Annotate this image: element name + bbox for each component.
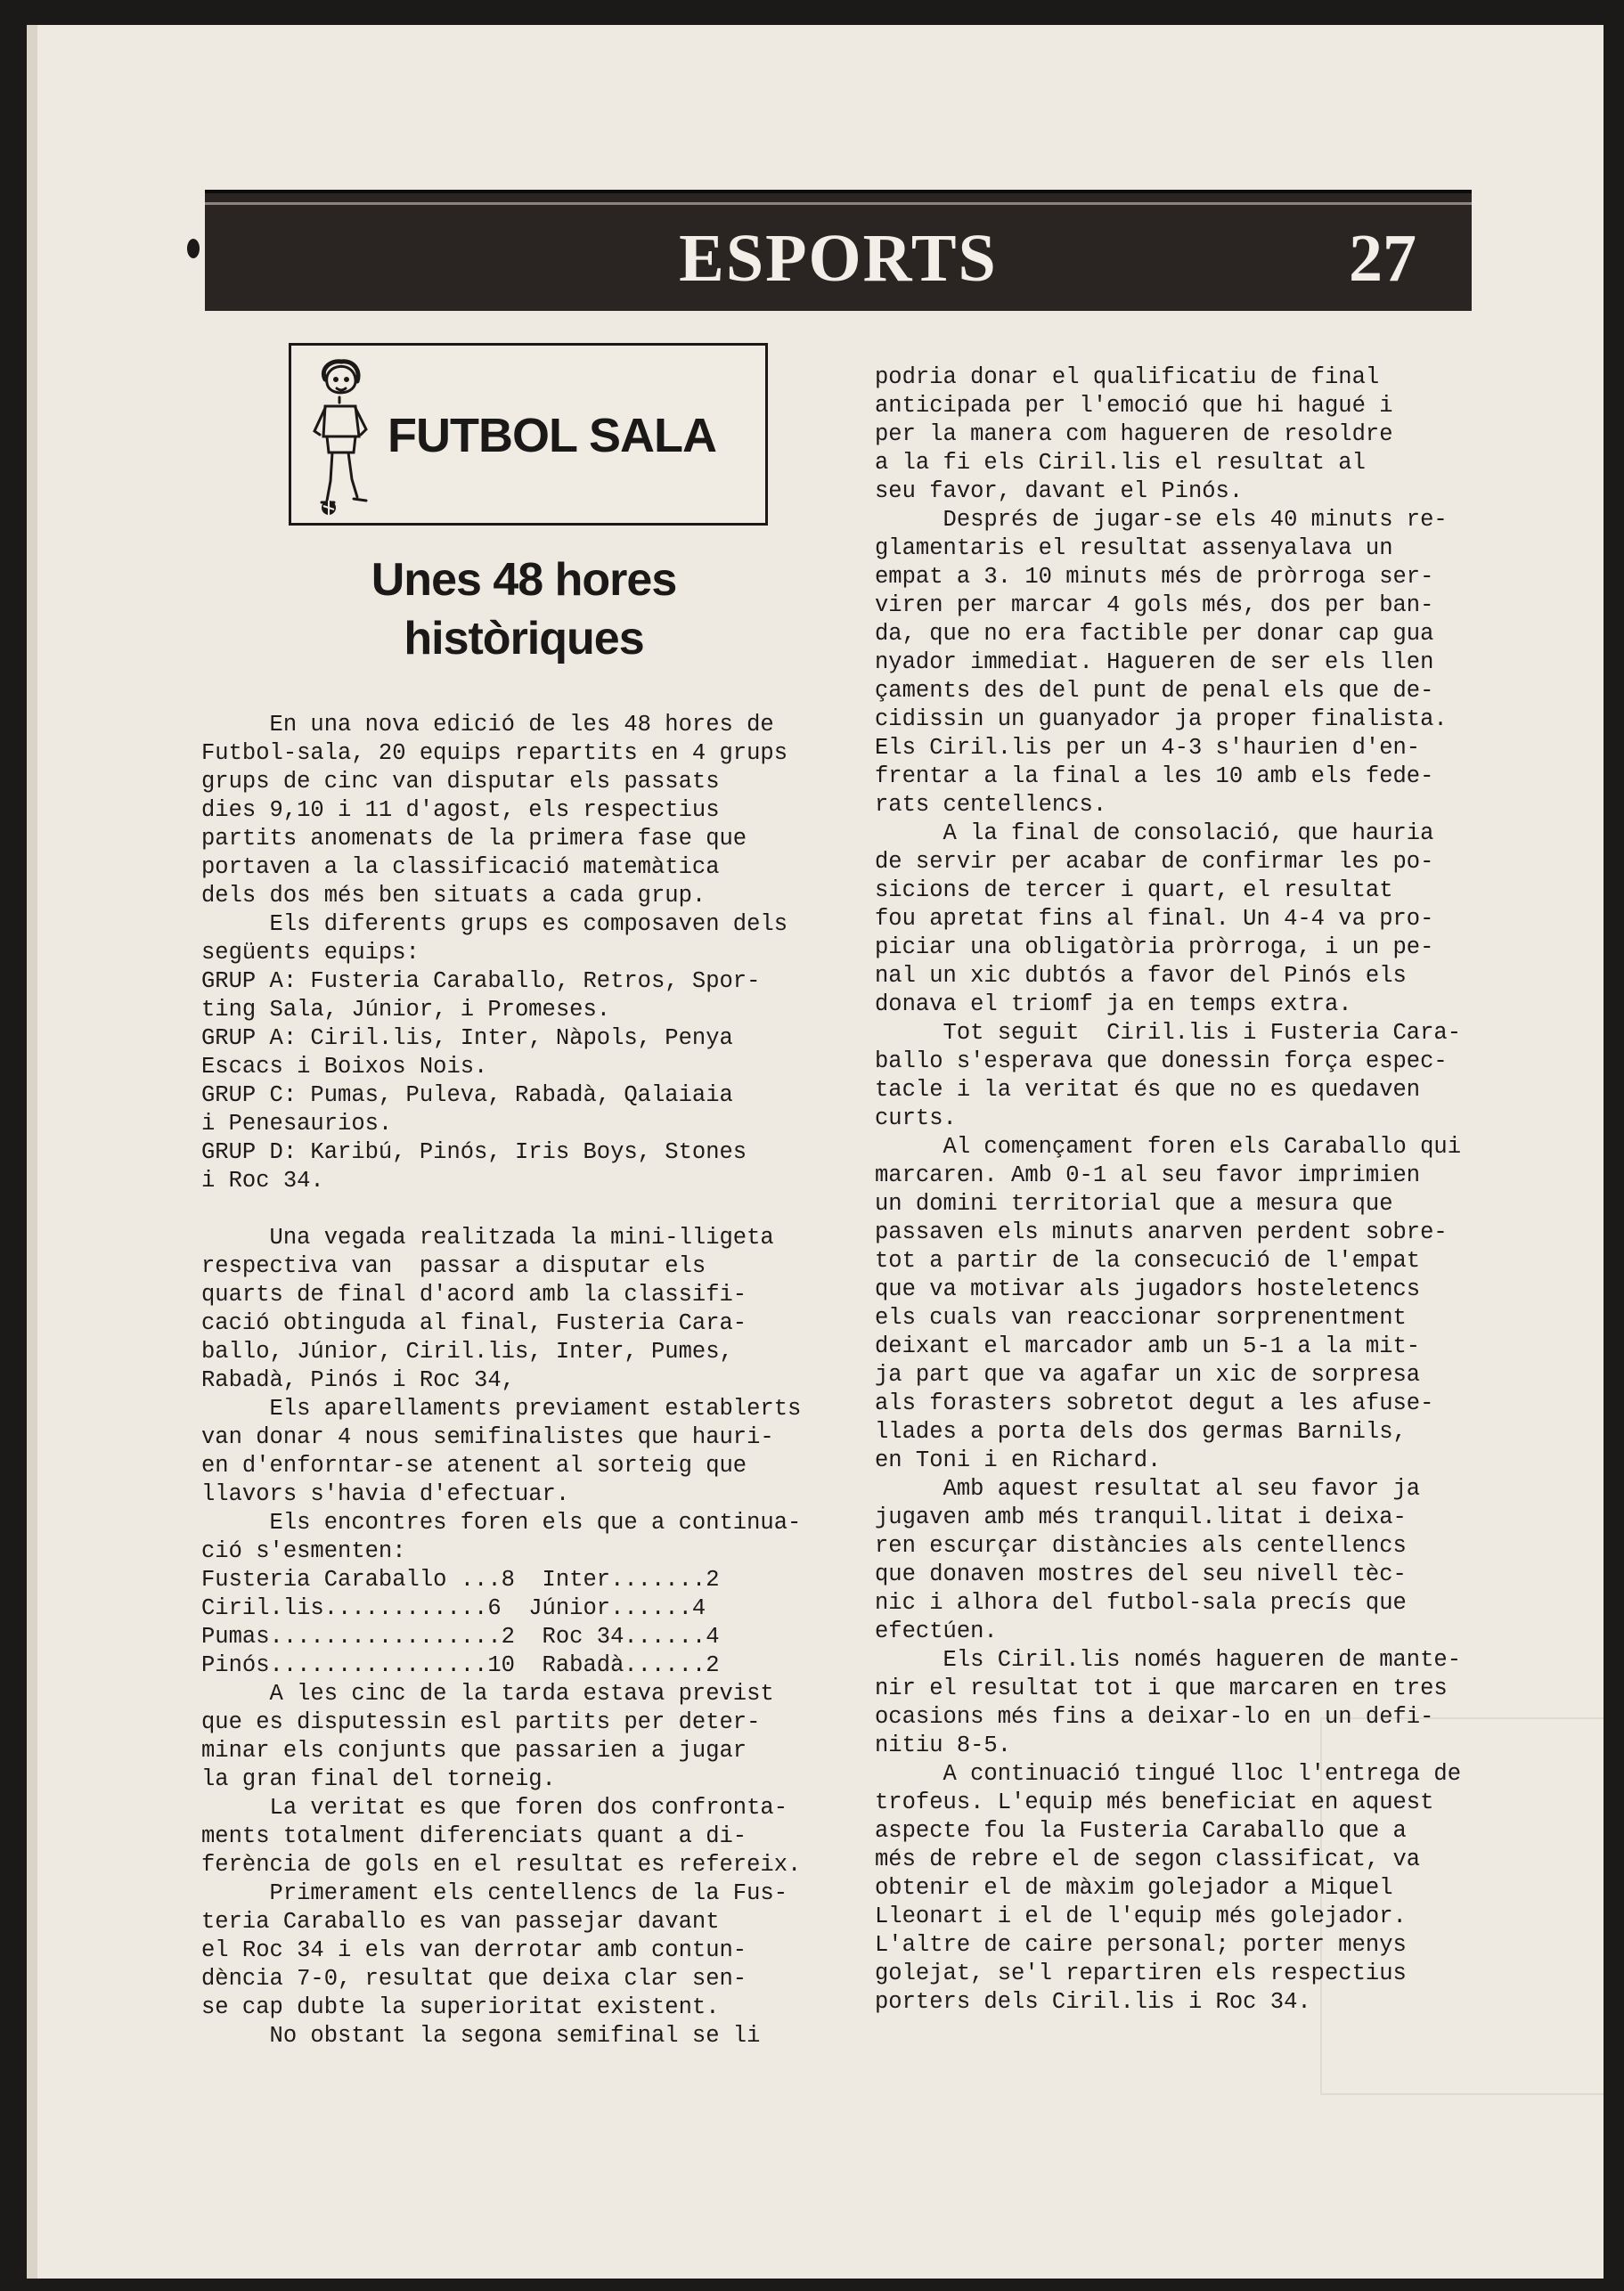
text-line: ocasions més fins a deixar-lo en un defi-: [875, 1704, 1434, 1730]
magazine-page: [27, 25, 1604, 2279]
section-title: ESPORTS: [679, 221, 998, 296]
text-line: en Toni i en Richard.: [875, 1447, 1162, 1473]
text-line: següents equips:: [201, 940, 420, 966]
text-line: trofeus. L'equip més beneficiat en aquest: [875, 1790, 1434, 1815]
text-line: nyador immediat. Hagueren de ser els llen: [875, 649, 1434, 675]
text-line: nic i alhora del futbol-sala precís que: [875, 1590, 1407, 1616]
text-line: da, que no era factible per donar cap gua: [875, 621, 1434, 647]
text-line: A continuació tingué lloc l'entrega de: [875, 1761, 1462, 1787]
article-left-column: [201, 711, 843, 2050]
text-line: teria Caraballo es van passejar davant: [201, 1909, 720, 1935]
text-line: i Roc 34.: [201, 1168, 324, 1194]
text-line: ballo s'esperava que donessin força espec-: [875, 1048, 1448, 1074]
text-line: Una vegada realitzada la mini-lligeta: [201, 1225, 774, 1251]
section-label: FUTBOL SALA: [388, 409, 716, 462]
article-headline: [212, 550, 836, 668]
text-line: GRUP D: Karibú, Pinós, Iris Boys, Stones: [201, 1139, 747, 1165]
text-line: passaven els minuts anarven perdent sobre-: [875, 1219, 1448, 1245]
text-line: ja part que va agafar un xic de sorpresa: [875, 1362, 1421, 1388]
footballer-icon: [307, 356, 373, 517]
text-line: Els aparellaments previament establerts: [201, 1396, 802, 1422]
text-line: Escacs i Boixos Nois.: [201, 1054, 488, 1080]
text-line: nitiu 8-5.: [875, 1733, 1012, 1758]
text-line: GRUP C: Pumas, Puleva, Rabadà, Qalaiaia: [201, 1082, 733, 1108]
text-line: fou apretat fins al final. Un 4-4 va pro-: [875, 906, 1434, 932]
text-line: Després de jugar-se els 40 minuts re-: [875, 507, 1448, 533]
text-line: un domini territorial que a mesura que: [875, 1191, 1393, 1217]
text-line: podria donar el qualificatiu de final: [875, 364, 1380, 390]
text-line: obtenir el de màxim golejador a Miquel: [875, 1875, 1393, 1901]
text-line: A les cinc de la tarda estava previst: [201, 1681, 774, 1707]
text-line: deixant el marcador amb un 5-1 a la mit-: [875, 1333, 1421, 1359]
text-line: GRUP A: Fusteria Caraballo, Retros, Spor-: [201, 968, 761, 994]
text-line: els cuals van reaccionar sorprenentment: [875, 1305, 1407, 1331]
text-line: quarts de final d'acord amb la classifi-: [201, 1282, 747, 1308]
text-line: Fusteria Caraballo ...8 Inter.......2: [201, 1567, 720, 1593]
text-line: efectúen.: [875, 1618, 998, 1644]
text-line: dència 7-0, resultat que deixa clar sen-: [201, 1966, 747, 1992]
section-label-box: [289, 343, 768, 526]
text-line: frentar a la final a les 10 amb els fede-: [875, 763, 1434, 789]
text-line: Tot seguit Ciril.lis i Fusteria Cara-: [875, 1020, 1462, 1046]
text-line: rats centellencs.: [875, 792, 1107, 818]
text-line: anticipada per l'emoció que hi hagué i: [875, 393, 1393, 419]
text-line: çaments des del punt de penal els que de-: [875, 678, 1434, 704]
text-line: Els Ciril.lis per un 4-3 s'haurien d'en-: [875, 735, 1421, 761]
text-line: [201, 1195, 843, 1224]
text-line: La veritat es que foren dos confronta-: [201, 1795, 788, 1821]
text-line: als forasters sobretot degut a les afuse-: [875, 1390, 1434, 1416]
text-line: ren escurçar distàncies als centellencs: [875, 1533, 1407, 1559]
text-line: a la fi els Ciril.lis el resultat al: [875, 450, 1366, 476]
text-line: minar els conjunts que passarien a jugar: [201, 1738, 747, 1764]
text-line: ferència de gols en el resultat es refereix.: [201, 1852, 802, 1878]
text-line: A la final de consolació, que hauria: [875, 820, 1434, 846]
text-line: empat a 3. 10 minuts més de pròrroga ser-: [875, 564, 1434, 590]
text-line: portaven a la classificació matemàtica: [201, 854, 720, 880]
text-line: cació obtinguda al final, Fusteria Cara-: [201, 1310, 747, 1336]
text-line: Al començament foren els Caraballo qui: [875, 1134, 1462, 1160]
text-line: Amb aquest resultat al seu favor ja: [875, 1476, 1421, 1502]
text-line: viren per marcar 4 gols més, dos per ban-: [875, 592, 1434, 618]
headline-line-2: històriques: [404, 613, 644, 664]
text-line: Pinós................10 Rabadà......2: [201, 1652, 720, 1678]
text-line: que donaven mostres del seu nivell tèc-: [875, 1561, 1407, 1587]
text-line: grups de cinc van disputar els passats: [201, 769, 720, 795]
text-line: respectiva van passar a disputar els: [201, 1253, 706, 1279]
text-line: curts.: [875, 1105, 957, 1131]
text-line: ballo, Júnior, Ciril.lis, Inter, Pumes,: [201, 1339, 733, 1365]
text-line: Primerament els centellencs de la Fus-: [201, 1880, 788, 1906]
text-line: Lleonart i el de l'equip més golejador.: [875, 1904, 1407, 1929]
text-line: nir el resultat tot i que marcaren en tres: [875, 1675, 1448, 1701]
headline-line-1: Unes 48 hores: [371, 554, 677, 606]
article-right-column: [875, 363, 1516, 2017]
text-line: en d'enforntar-se atenent al sorteig que: [201, 1453, 747, 1479]
text-line: per la manera com hagueren de resoldre: [875, 421, 1393, 447]
text-line: ments totalment diferenciats quant a di-: [201, 1823, 747, 1849]
text-line: ció s'esmenten:: [201, 1538, 406, 1564]
text-line: tacle i la veritat és que no es quedaven: [875, 1077, 1421, 1103]
text-line: seu favor, davant el Pinós.: [875, 478, 1244, 504]
text-line: partits anomenats de la primera fase que: [201, 826, 747, 852]
page-number: 27: [1349, 221, 1416, 296]
text-line: la gran final del torneig.: [201, 1766, 556, 1792]
text-line: cidissin un guanyador ja proper finalista.: [875, 706, 1448, 732]
text-line: Ciril.lis............6 Júnior......4: [201, 1595, 706, 1621]
text-line: GRUP A: Ciril.lis, Inter, Nàpols, Penya: [201, 1025, 733, 1051]
text-line: Els diferents grups es composaven dels: [201, 911, 788, 937]
text-line: L'altre de caire personal; porter menys: [875, 1932, 1407, 1958]
text-line: En una nova edició de les 48 hores de: [201, 712, 774, 738]
text-line: Els Ciril.lis només hagueren de mante-: [875, 1647, 1462, 1673]
text-line: donava el triomf ja en temps extra.: [875, 991, 1352, 1017]
text-line: Rabadà, Pinós i Roc 34,: [201, 1367, 515, 1393]
text-line: ting Sala, Júnior, i Promeses.: [201, 997, 611, 1023]
text-line: se cap dubte la superioritat existent.: [201, 1994, 720, 2020]
text-line: jugaven amb més tranquil.litat i deixa-: [875, 1504, 1407, 1530]
text-line: dels dos més ben situats a cada grup.: [201, 883, 706, 909]
text-line: i Penesaurios.: [201, 1111, 393, 1137]
bullet-mark: [187, 239, 200, 258]
text-line: llavors s'havia d'efectuar.: [201, 1481, 570, 1507]
text-line: porters dels Ciril.lis i Roc 34.: [875, 1989, 1311, 2015]
text-line: el Roc 34 i els van derrotar amb contun-: [201, 1937, 747, 1963]
banner-rule: [205, 202, 1472, 205]
text-line: golejat, se'l repartiren els respectius: [875, 1961, 1407, 1986]
text-line: nal un xic dubtós a favor del Pinós els: [875, 963, 1407, 989]
text-line: Futbol-sala, 20 equips repartits en 4 grups: [201, 740, 788, 766]
text-line: dies 9,10 i 11 d'agost, els respectius: [201, 797, 720, 823]
text-line: glamentaris el resultat assenyalava un: [875, 535, 1393, 561]
text-line: que va motivar als jugadors hosteletencs: [875, 1276, 1421, 1302]
text-line: Els encontres foren els que a continua-: [201, 1510, 802, 1536]
text-line: sicions de tercer i quart, el resultat: [875, 877, 1393, 903]
text-line: aspecte fou la Fusteria Caraballo que a: [875, 1818, 1407, 1844]
text-line: llades a porta dels dos germas Barnils,: [875, 1419, 1407, 1445]
text-line: No obstant la segona semifinal se li: [201, 2023, 761, 2049]
text-line: Pumas.................2 Roc 34......4: [201, 1624, 720, 1650]
text-line: van donar 4 nous semifinalistes que hauri-: [201, 1424, 774, 1450]
text-line: que es disputessin esl partits per deter-: [201, 1709, 761, 1735]
section-banner: [205, 190, 1472, 311]
text-line: més de rebre el de segon classificat, va: [875, 1847, 1421, 1872]
text-line: marcaren. Amb 0-1 al seu favor imprimien: [875, 1162, 1421, 1188]
text-line: tot a partir de la consecució de l'empat: [875, 1248, 1421, 1274]
text-line: piciar una obligatòria pròrroga, i un pe-: [875, 934, 1434, 960]
text-line: de servir per acabar de confirmar les po-: [875, 849, 1434, 875]
